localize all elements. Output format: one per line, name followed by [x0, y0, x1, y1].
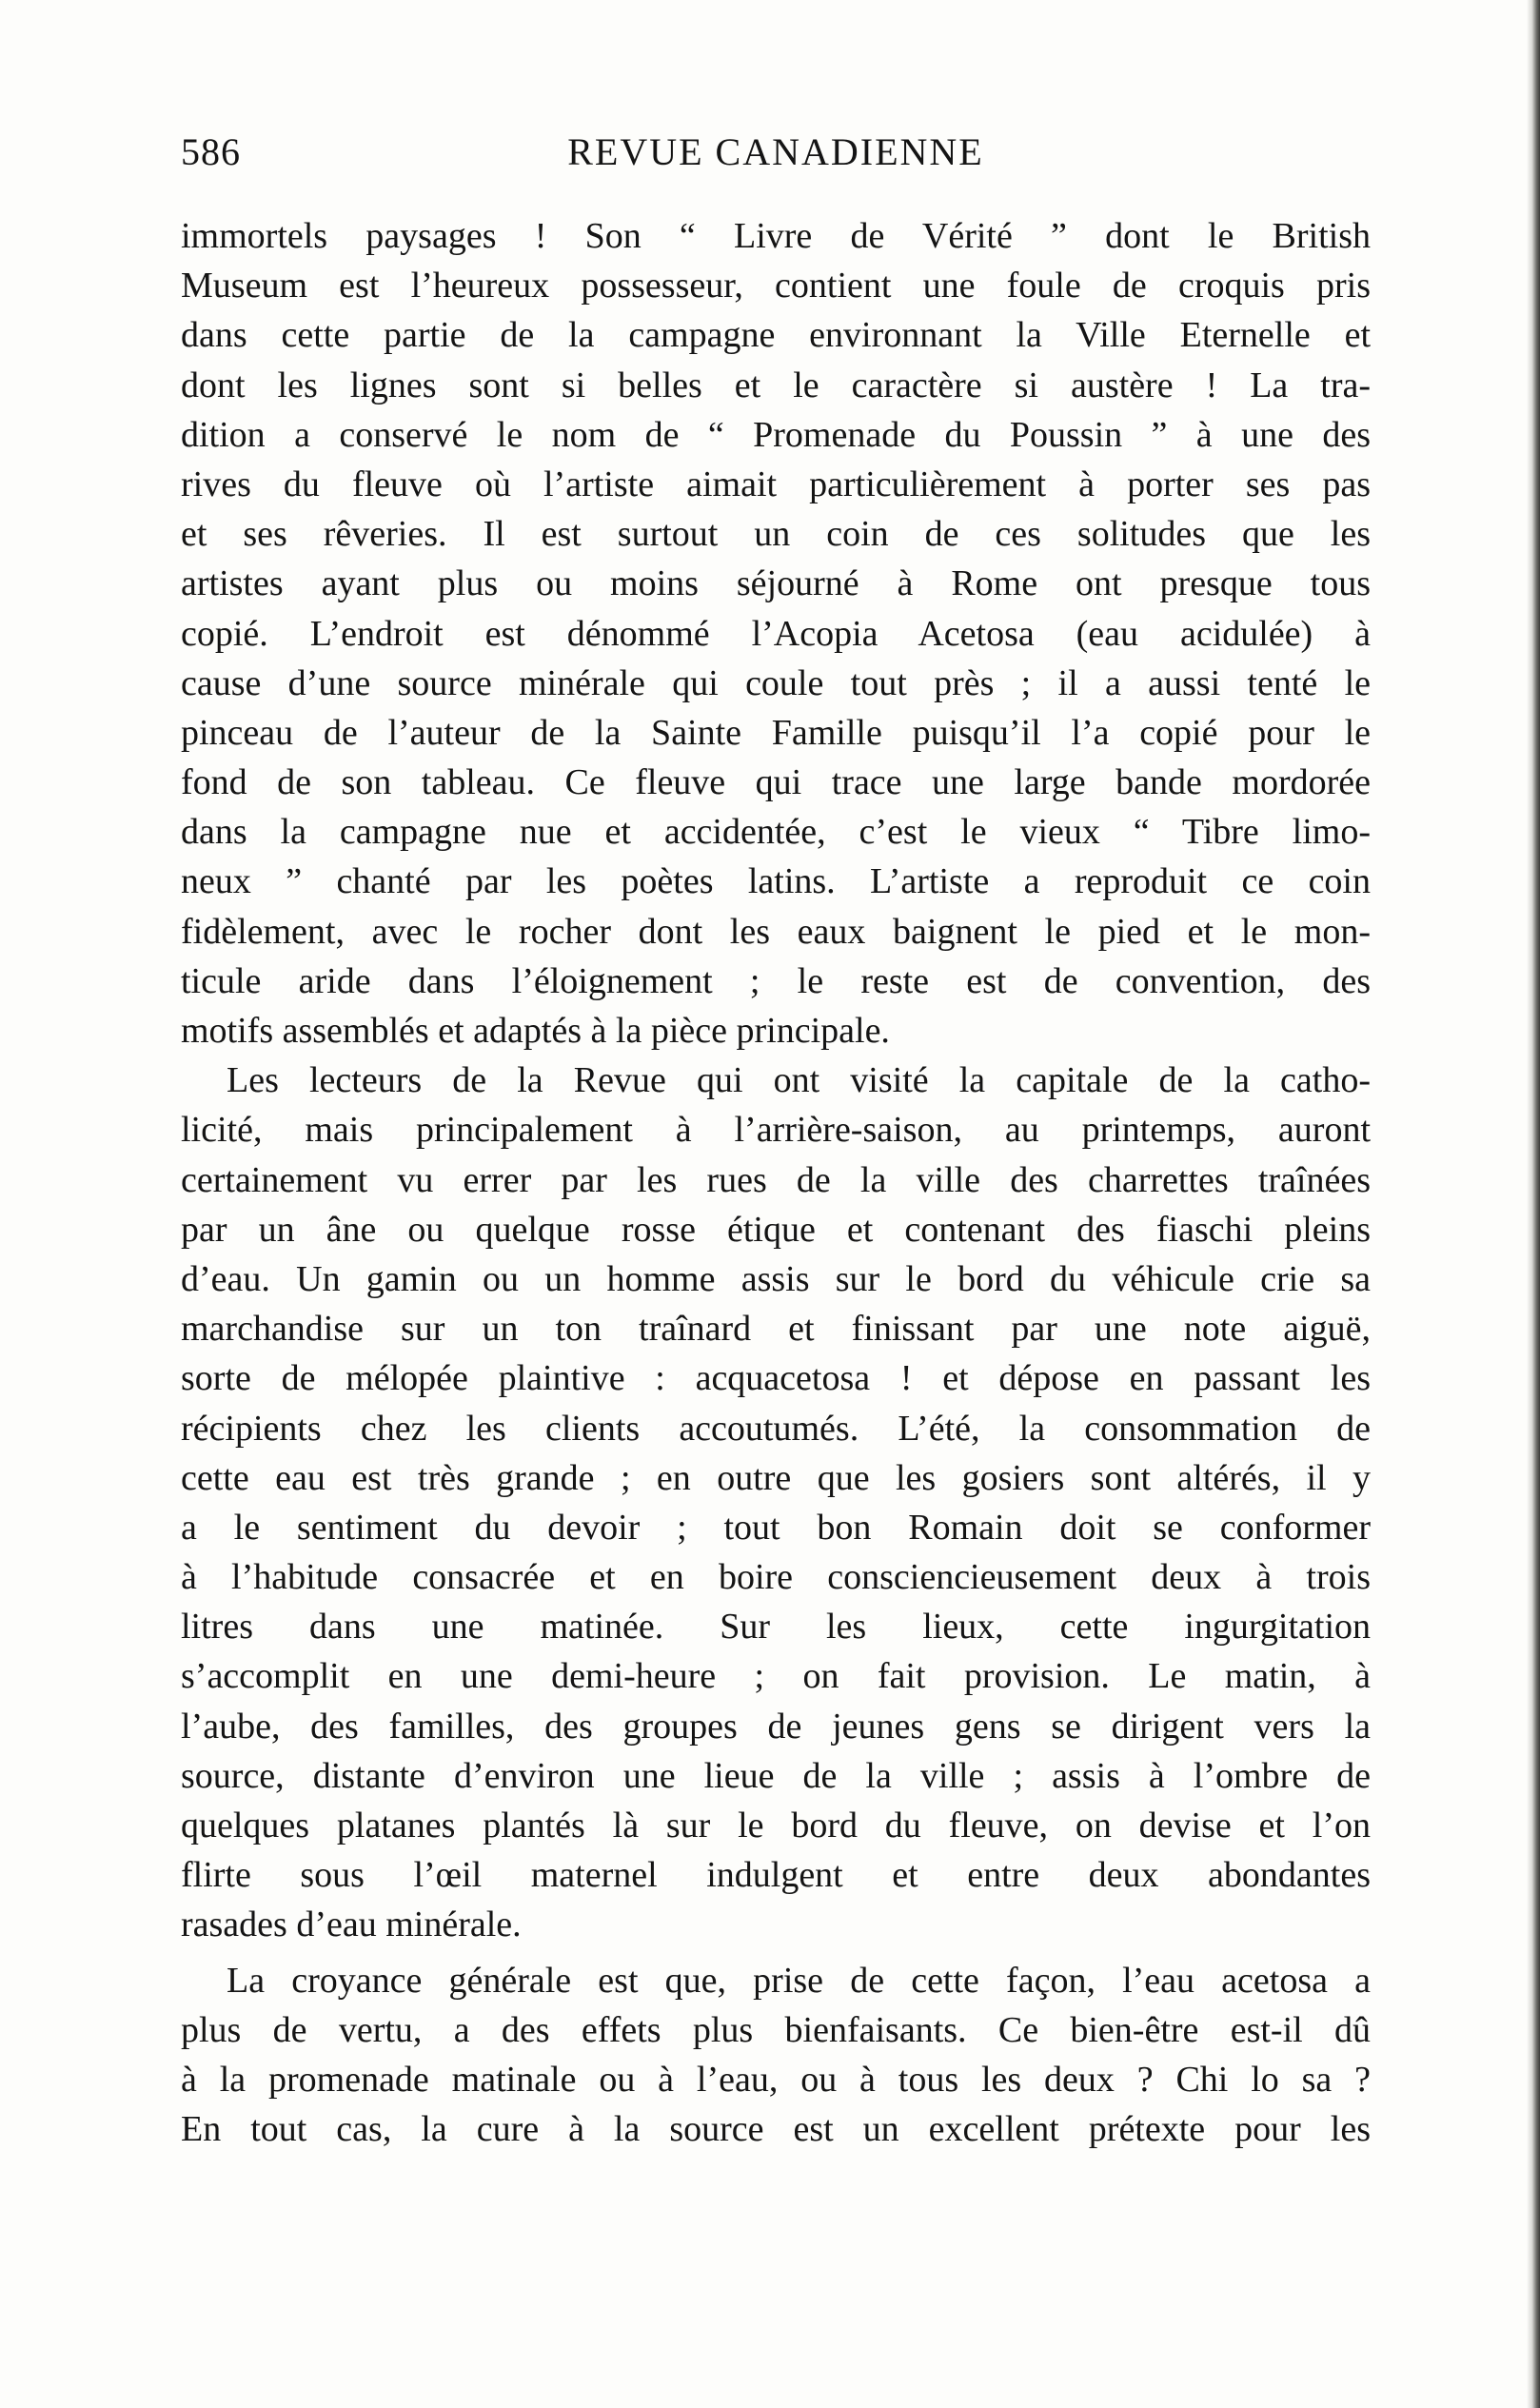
text-line: cette eau est très grande ; en outre que les gosiers sont altérés, il y — [181, 1457, 1371, 1498]
text-line: litres dans une matinée. Sur les lieux, cette ingurgitation — [181, 1607, 1371, 1648]
text-line: quelques platanes plantés là sur le bord du fleuve, on devise et l’on — [181, 1806, 1371, 1845]
text-line: certainement vu errer par les rues de la ville des charrettes traînées — [181, 1159, 1371, 1200]
text-line: neux ” chanté par les poètes latins. L’artiste a reproduit ce coin — [181, 861, 1371, 902]
text-line: par un âne ou quelque rosse étique et contenant des fiaschi pleins — [181, 1209, 1371, 1250]
text-line: pinceau de l’auteur de la Sainte Famille puisqu’il l’a copié pour le — [181, 712, 1371, 753]
text-line: source, distante d’environ une lieue de la ville ; assis à l’ombre de — [181, 1755, 1371, 1796]
text-line: copié. L’endroit est dénommé l’Acopia Acetosa (eau acidulée) à — [181, 613, 1371, 654]
text-line: immortels paysages ! Son “ Livre de Vérité ” dont le British — [181, 216, 1371, 256]
text-line: d’eau. Un gamin ou un homme assis sur le bord du véhicule crie sa — [181, 1258, 1371, 1299]
text-line: dont les lignes sont si belles et le caractère si austère ! La tra- — [181, 365, 1371, 405]
text-line: fond de son tableau. Ce fleuve qui trace une large bande mordorée — [181, 762, 1371, 803]
text-line: La croyance générale est que, prise de cette façon, l’eau acetosa a — [227, 1960, 1371, 2001]
text-line: cause d’une source minérale qui coule tout près ; il a aussi tenté le — [181, 662, 1371, 703]
text-line: sorte de mélopée plaintive : acquacetosa ! et dépose en passant les — [181, 1358, 1371, 1399]
text-line: marchandise sur un ton traînard et finissant par une note aiguë, — [181, 1309, 1371, 1350]
text-line: flirte sous l’œil maternel indulgent et entre deux abondantes — [181, 1855, 1371, 1896]
text-line: En tout cas, la cure à la source est un excellent prétexte pour les — [181, 2109, 1371, 2150]
text-line: licité, mais principalement à l’arrière-saison, au printemps, auront — [181, 1110, 1371, 1151]
page-number: 586 — [181, 130, 241, 173]
text-line: à l’habitude consacrée et en boire consciencieusement deux à trois — [181, 1557, 1371, 1598]
text-line: dans cette partie de la campagne environnant la Ville Eternelle et — [181, 315, 1371, 356]
text-line: rasades d’eau minérale. — [181, 1905, 522, 1945]
text-line: dition a conservé le nom de “ Promenade du Poussin ” à une des — [181, 414, 1371, 455]
text-line: à la promenade matinale ou à l’eau, ou à tous les deux ? Chi lo sa ? — [181, 2059, 1371, 2100]
page-header — [181, 129, 1371, 187]
text-line: plus de vertu, a des effets plus bienfaisants. Ce bien-être est-il dû — [181, 2009, 1371, 2050]
body-text — [181, 211, 1371, 2154]
text-line: récipients chez les clients accoutumés. L’été, la consommation de — [181, 1408, 1371, 1449]
text-line: Les lecteurs de la Revue qui ont visité la capitale de la catho- — [227, 1060, 1371, 1101]
page-edge-shadow — [1527, 0, 1540, 2408]
text-line: ticule aride dans l’éloignement ; le reste est de convention, des — [181, 960, 1371, 1001]
text-line: dans la campagne nue et accidentée, c’est le vieux “ Tibre limo- — [181, 812, 1371, 853]
text-line: motifs assemblés et adaptés à la pièce principale. — [181, 1011, 890, 1051]
text-line: a le sentiment du devoir ; tout bon Romain doit se conformer — [181, 1507, 1371, 1548]
text-line: et ses rêveries. Il est surtout un coin de ces solitudes que les — [181, 514, 1371, 555]
text-line: s’accomplit en une demi-heure ; on fait provision. Le matin, à — [181, 1656, 1371, 1697]
text-line: Museum est l’heureux possesseur, contient une foule de croquis pris — [181, 266, 1371, 306]
text-line: rives du fleuve où l’artiste aimait particulièrement à porter ses pas — [181, 464, 1371, 504]
text-line: l’aube, des familles, des groupes de jeunes gens se dirigent vers la — [181, 1706, 1371, 1747]
running-title: REVUE CANADIENNE — [567, 130, 984, 173]
text-line: fidèlement, avec le rocher dont les eaux baignent le pied et le mon- — [181, 911, 1371, 952]
text-line: artistes ayant plus ou moins séjourné à Rome ont presque tous — [181, 563, 1371, 604]
